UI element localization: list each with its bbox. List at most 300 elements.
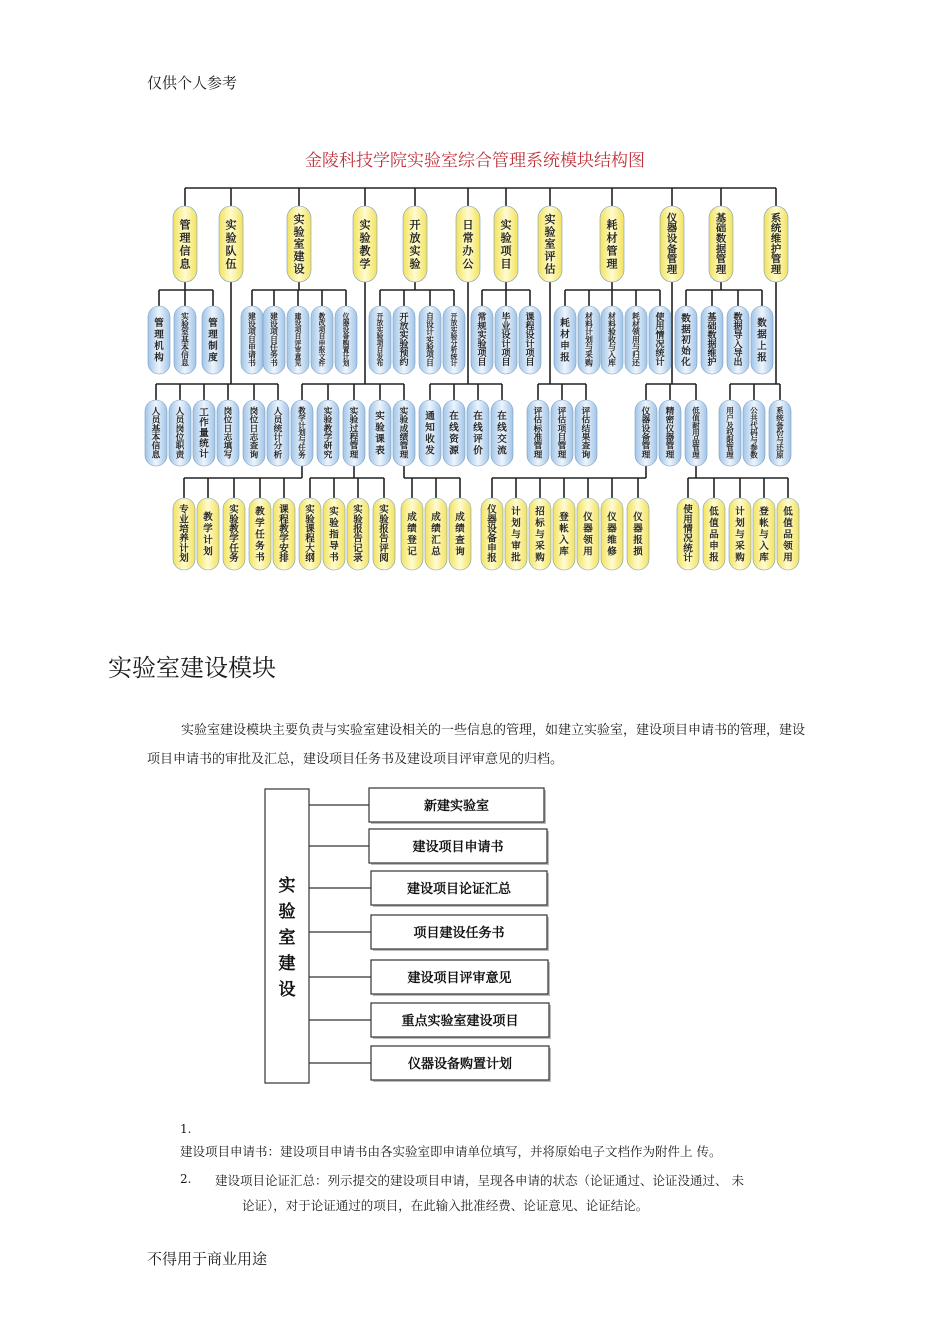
org-chart bbox=[140, 180, 800, 575]
svg-text:统: 统 bbox=[770, 222, 782, 235]
svg-text:始: 始 bbox=[681, 346, 691, 358]
svg-text:入: 入 bbox=[608, 350, 616, 360]
svg-text:础: 础 bbox=[715, 222, 727, 235]
svg-text:值: 值 bbox=[709, 517, 719, 529]
svg-text:验: 验 bbox=[229, 514, 239, 526]
level3-node-19 bbox=[635, 400, 657, 466]
svg-text:书: 书 bbox=[329, 552, 339, 564]
svg-text:位: 位 bbox=[175, 432, 185, 443]
root-label-char-3: 室 bbox=[278, 928, 296, 948]
svg-text:评: 评 bbox=[379, 543, 389, 555]
svg-text:采: 采 bbox=[735, 540, 745, 552]
svg-text:指: 指 bbox=[329, 529, 339, 541]
svg-text:验: 验 bbox=[450, 332, 458, 341]
svg-text:情: 情 bbox=[655, 331, 665, 342]
svg-text:验: 验 bbox=[426, 343, 434, 353]
svg-text:验: 验 bbox=[608, 327, 616, 337]
svg-text:仪: 仪 bbox=[665, 424, 675, 435]
svg-text:学: 学 bbox=[298, 413, 306, 423]
svg-text:志: 志 bbox=[223, 432, 233, 443]
svg-text:申: 申 bbox=[709, 540, 719, 552]
svg-text:审: 审 bbox=[511, 540, 521, 552]
svg-text:基: 基 bbox=[181, 335, 189, 345]
root-label-char-2: 验 bbox=[278, 902, 296, 922]
svg-text:课: 课 bbox=[375, 434, 385, 446]
svg-text:本: 本 bbox=[151, 432, 161, 443]
level2-node-5 bbox=[263, 306, 285, 374]
svg-text:数: 数 bbox=[757, 318, 767, 330]
level4-node-1 bbox=[173, 498, 195, 570]
level3-node-9 bbox=[343, 400, 365, 466]
svg-text:任: 任 bbox=[255, 529, 265, 541]
svg-text:库: 库 bbox=[759, 552, 769, 564]
svg-text:放: 放 bbox=[450, 319, 458, 328]
level4-node-19 bbox=[627, 498, 649, 570]
svg-text:低: 低 bbox=[692, 405, 700, 415]
level3-node-16 bbox=[527, 400, 549, 466]
svg-text:备: 备 bbox=[666, 243, 678, 256]
svg-text:理: 理 bbox=[349, 450, 359, 461]
svg-text:息: 息 bbox=[179, 257, 191, 271]
svg-text:情: 情 bbox=[683, 524, 693, 536]
svg-text:职: 职 bbox=[175, 441, 185, 452]
svg-text:分: 分 bbox=[450, 339, 458, 348]
svg-text:导: 导 bbox=[733, 349, 743, 360]
svg-text:流: 流 bbox=[497, 445, 507, 457]
top-module-4 bbox=[353, 206, 377, 282]
item-1-number: 1. bbox=[180, 1122, 192, 1136]
svg-text:仪: 仪 bbox=[633, 512, 643, 524]
svg-text:划: 划 bbox=[298, 428, 306, 438]
svg-text:文: 文 bbox=[318, 352, 326, 361]
svg-text:重点实验室建设项目: 重点实验室建设项目 bbox=[401, 1014, 519, 1029]
top-module-1 bbox=[173, 206, 197, 282]
svg-text:项: 项 bbox=[557, 424, 567, 435]
svg-text:学: 学 bbox=[203, 523, 213, 535]
svg-text:报: 报 bbox=[709, 552, 719, 564]
svg-text:归: 归 bbox=[632, 350, 640, 360]
svg-text:验: 验 bbox=[376, 332, 384, 341]
item-2-text bbox=[215, 1168, 815, 1218]
level3-node-11 bbox=[393, 400, 415, 466]
level2-node-7 bbox=[311, 306, 333, 374]
svg-text:报: 报 bbox=[379, 524, 389, 536]
svg-text:码: 码 bbox=[750, 428, 758, 438]
svg-text:培: 培 bbox=[179, 524, 189, 536]
svg-text:还: 还 bbox=[776, 443, 784, 453]
svg-text:办: 办 bbox=[462, 244, 474, 258]
level2-node-20 bbox=[649, 306, 671, 374]
svg-text:开: 开 bbox=[399, 313, 409, 324]
svg-text:估: 估 bbox=[544, 262, 556, 276]
svg-text:管: 管 bbox=[641, 441, 651, 452]
svg-text:计: 计 bbox=[199, 448, 209, 460]
svg-text:器: 器 bbox=[607, 523, 617, 535]
svg-text:记: 记 bbox=[407, 546, 417, 558]
svg-text:实: 实 bbox=[500, 218, 512, 232]
svg-text:教: 教 bbox=[298, 405, 306, 415]
svg-text:公: 公 bbox=[462, 257, 474, 271]
svg-text:用: 用 bbox=[683, 514, 693, 526]
svg-text:标: 标 bbox=[535, 517, 545, 529]
level4-node-23 bbox=[753, 498, 775, 570]
svg-text:仪: 仪 bbox=[342, 312, 350, 321]
svg-text:学: 学 bbox=[255, 517, 265, 529]
svg-text:评: 评 bbox=[557, 406, 567, 417]
svg-text:管: 管 bbox=[726, 443, 734, 453]
svg-text:员: 员 bbox=[273, 415, 283, 426]
svg-text:实: 实 bbox=[379, 504, 389, 516]
svg-text:绩: 绩 bbox=[431, 523, 441, 535]
svg-text:设: 设 bbox=[525, 331, 535, 342]
svg-text:排: 排 bbox=[279, 553, 289, 565]
svg-text:室: 室 bbox=[544, 237, 556, 251]
svg-text:系: 系 bbox=[776, 405, 784, 415]
svg-text:划: 划 bbox=[203, 546, 213, 558]
svg-text:况: 况 bbox=[683, 533, 693, 545]
module-box-1 bbox=[369, 788, 546, 824]
level3-node-13 bbox=[443, 400, 465, 466]
svg-text:权: 权 bbox=[726, 428, 734, 438]
svg-text:设: 设 bbox=[487, 524, 497, 536]
svg-text:与: 与 bbox=[511, 529, 521, 541]
svg-text:人: 人 bbox=[175, 406, 185, 417]
svg-text:目: 目 bbox=[426, 358, 434, 368]
svg-text:批: 批 bbox=[511, 552, 521, 564]
svg-text:申: 申 bbox=[487, 543, 497, 555]
level3-node-1 bbox=[145, 400, 167, 466]
svg-text:还: 还 bbox=[632, 358, 640, 368]
level2-node-19 bbox=[625, 306, 647, 374]
svg-text:理: 理 bbox=[692, 450, 700, 460]
svg-text:查: 查 bbox=[455, 535, 465, 547]
svg-text:务: 务 bbox=[229, 553, 239, 565]
svg-text:备: 备 bbox=[641, 432, 651, 443]
svg-text:查: 查 bbox=[249, 441, 259, 452]
svg-text:课: 课 bbox=[279, 504, 289, 516]
svg-text:器: 器 bbox=[641, 415, 651, 426]
svg-text:耗: 耗 bbox=[632, 312, 640, 322]
svg-text:教: 教 bbox=[318, 312, 326, 321]
svg-text:自: 自 bbox=[426, 312, 434, 322]
svg-text:验: 验 bbox=[353, 514, 363, 526]
svg-text:实: 实 bbox=[181, 312, 189, 322]
svg-text:采: 采 bbox=[535, 540, 545, 552]
svg-text:告: 告 bbox=[353, 533, 363, 545]
svg-text:设: 设 bbox=[641, 424, 651, 435]
svg-text:设: 设 bbox=[294, 319, 302, 328]
svg-text:品: 品 bbox=[709, 529, 719, 541]
svg-text:日: 日 bbox=[462, 218, 474, 232]
level2-node-14 bbox=[495, 306, 517, 374]
svg-text:库: 库 bbox=[559, 546, 569, 558]
svg-text:预: 预 bbox=[399, 349, 409, 360]
svg-text:设: 设 bbox=[293, 262, 305, 276]
svg-text:日: 日 bbox=[249, 424, 259, 435]
svg-text:实: 实 bbox=[329, 506, 339, 518]
svg-text:导: 导 bbox=[733, 331, 743, 342]
level3-node-15 bbox=[491, 400, 513, 466]
svg-text:管: 管 bbox=[666, 253, 678, 266]
svg-text:低: 低 bbox=[709, 506, 719, 518]
level4-node-13 bbox=[481, 498, 503, 570]
svg-text:计: 计 bbox=[735, 506, 745, 518]
svg-text:统: 统 bbox=[655, 349, 665, 360]
level4-node-21 bbox=[703, 498, 725, 570]
svg-text:据: 据 bbox=[681, 324, 691, 336]
svg-text:实: 实 bbox=[225, 218, 237, 232]
level2-node-22 bbox=[701, 306, 723, 374]
svg-text:与: 与 bbox=[535, 529, 545, 541]
svg-text:理: 理 bbox=[179, 231, 191, 245]
svg-text:领: 领 bbox=[783, 540, 793, 552]
svg-text:用: 用 bbox=[655, 322, 665, 333]
svg-text:申: 申 bbox=[318, 339, 326, 348]
svg-text:管: 管 bbox=[606, 244, 618, 258]
svg-text:程: 程 bbox=[525, 322, 535, 333]
root-label-char-5: 设 bbox=[278, 980, 296, 1000]
level4-node-20 bbox=[677, 498, 699, 570]
svg-text:器: 器 bbox=[583, 523, 593, 535]
level2-node-4 bbox=[241, 306, 263, 374]
svg-text:数: 数 bbox=[750, 450, 758, 460]
svg-text:常: 常 bbox=[477, 313, 487, 324]
svg-text:项: 项 bbox=[525, 349, 535, 360]
svg-text:息: 息 bbox=[181, 358, 189, 368]
svg-text:在: 在 bbox=[449, 411, 459, 423]
svg-text:实: 实 bbox=[293, 212, 305, 226]
svg-text:管: 管 bbox=[715, 253, 727, 266]
svg-text:验: 验 bbox=[375, 422, 385, 434]
svg-text:系: 系 bbox=[770, 212, 782, 225]
svg-text:计: 计 bbox=[525, 340, 535, 351]
section-heading: 实验室建设模块 bbox=[108, 654, 276, 682]
svg-text:划: 划 bbox=[342, 359, 350, 368]
svg-text:计: 计 bbox=[273, 432, 283, 443]
svg-text:源: 源 bbox=[449, 445, 459, 457]
svg-text:出: 出 bbox=[733, 358, 743, 369]
svg-text:任: 任 bbox=[229, 543, 239, 555]
svg-text:目: 目 bbox=[501, 358, 511, 369]
level4-node-3 bbox=[223, 498, 245, 570]
svg-text:课: 课 bbox=[305, 524, 315, 536]
level2-node-6 bbox=[287, 306, 309, 374]
svg-text:书: 书 bbox=[270, 358, 278, 368]
svg-text:实: 实 bbox=[409, 244, 421, 258]
level2-node-9 bbox=[369, 306, 391, 374]
svg-text:验: 验 bbox=[293, 225, 305, 239]
svg-text:数: 数 bbox=[733, 313, 743, 324]
level3-node-2 bbox=[169, 400, 191, 466]
svg-text:用: 用 bbox=[583, 546, 593, 558]
svg-text:实: 实 bbox=[544, 212, 556, 226]
svg-text:修: 修 bbox=[607, 546, 617, 558]
svg-text:询: 询 bbox=[249, 450, 259, 461]
svg-text:项: 项 bbox=[318, 325, 326, 334]
svg-text:计: 计 bbox=[501, 340, 511, 351]
svg-text:汇: 汇 bbox=[431, 535, 441, 547]
svg-text:目: 目 bbox=[248, 335, 256, 345]
svg-text:务: 务 bbox=[298, 450, 306, 460]
svg-text:理: 理 bbox=[715, 263, 727, 276]
svg-text:仪: 仪 bbox=[583, 512, 593, 524]
svg-text:基: 基 bbox=[151, 424, 161, 435]
svg-text:验: 验 bbox=[359, 231, 371, 245]
level2-node-12 bbox=[443, 306, 465, 374]
svg-text:共: 共 bbox=[750, 413, 758, 423]
svg-text:实: 实 bbox=[477, 331, 487, 342]
svg-text:项: 项 bbox=[376, 339, 384, 348]
svg-text:管: 管 bbox=[665, 441, 675, 452]
level3-node-5 bbox=[243, 400, 265, 466]
svg-text:代: 代 bbox=[750, 420, 758, 430]
module-box-4 bbox=[371, 915, 549, 951]
svg-text:建设项目论证汇总: 建设项目论证汇总 bbox=[406, 882, 512, 897]
svg-text:化: 化 bbox=[681, 356, 691, 368]
svg-text:材: 材 bbox=[585, 312, 593, 322]
svg-text:评: 评 bbox=[294, 339, 302, 348]
svg-text:项: 项 bbox=[294, 325, 302, 334]
level2-node-24 bbox=[751, 306, 773, 374]
svg-text:课: 课 bbox=[525, 313, 535, 324]
svg-text:评: 评 bbox=[473, 434, 483, 446]
level3-node-14 bbox=[467, 400, 489, 466]
svg-text:纲: 纲 bbox=[305, 553, 315, 565]
svg-text:验: 验 bbox=[399, 340, 409, 351]
svg-text:开: 开 bbox=[450, 312, 458, 321]
svg-text:验: 验 bbox=[349, 415, 359, 426]
svg-text:学: 学 bbox=[229, 533, 239, 545]
svg-text:设: 设 bbox=[426, 319, 434, 329]
svg-text:础: 础 bbox=[707, 322, 717, 333]
svg-text:参: 参 bbox=[750, 443, 758, 453]
svg-text:维: 维 bbox=[607, 535, 617, 547]
svg-text:划: 划 bbox=[179, 553, 189, 565]
svg-text:员: 员 bbox=[151, 415, 161, 426]
svg-text:耗: 耗 bbox=[560, 318, 570, 330]
svg-text:与: 与 bbox=[759, 529, 769, 541]
svg-text:理: 理 bbox=[641, 450, 651, 461]
svg-text:线: 线 bbox=[449, 422, 459, 434]
level4-node-2 bbox=[197, 498, 219, 570]
level3-node-20 bbox=[659, 400, 681, 466]
svg-text:安: 安 bbox=[279, 543, 289, 555]
org-chart-title: 金陵科技学院实验室综合管理系统模块结构图 bbox=[305, 151, 645, 171]
svg-text:上: 上 bbox=[757, 341, 767, 353]
svg-text:目: 目 bbox=[294, 332, 302, 341]
svg-text:数: 数 bbox=[707, 331, 717, 342]
level4-node-6 bbox=[299, 498, 321, 570]
svg-text:项: 项 bbox=[500, 244, 512, 258]
svg-text:准: 准 bbox=[533, 432, 543, 443]
svg-text:理: 理 bbox=[770, 263, 782, 276]
svg-text:报: 报 bbox=[487, 553, 497, 565]
svg-text:收: 收 bbox=[425, 434, 435, 446]
svg-text:材: 材 bbox=[632, 319, 640, 329]
svg-text:管: 管 bbox=[208, 318, 218, 330]
svg-text:项: 项 bbox=[477, 349, 487, 360]
level3-node-12 bbox=[419, 400, 441, 466]
svg-text:信: 信 bbox=[179, 244, 191, 258]
svg-text:管: 管 bbox=[557, 441, 567, 452]
svg-text:见: 见 bbox=[294, 359, 302, 368]
svg-text:教: 教 bbox=[203, 512, 213, 524]
svg-text:阅: 阅 bbox=[379, 553, 389, 565]
svg-text:帐: 帐 bbox=[559, 523, 569, 535]
svg-text:据: 据 bbox=[715, 243, 727, 256]
svg-text:度: 度 bbox=[208, 352, 218, 364]
top-module-10 bbox=[660, 206, 684, 282]
svg-text:项: 项 bbox=[426, 350, 434, 360]
svg-text:估: 估 bbox=[533, 415, 543, 426]
svg-text:值: 值 bbox=[783, 517, 793, 529]
svg-text:程: 程 bbox=[305, 533, 315, 545]
svg-text:备: 备 bbox=[487, 533, 497, 545]
svg-text:值: 值 bbox=[692, 413, 700, 423]
level4-node-16 bbox=[553, 498, 575, 570]
svg-text:帐: 帐 bbox=[759, 517, 769, 529]
level4-node-9 bbox=[373, 498, 395, 570]
svg-text:教: 教 bbox=[359, 244, 371, 258]
svg-text:数: 数 bbox=[681, 313, 691, 325]
svg-text:计: 计 bbox=[683, 553, 693, 565]
svg-text:分: 分 bbox=[273, 441, 283, 452]
svg-text:损: 损 bbox=[633, 546, 643, 558]
svg-text:岗: 岗 bbox=[223, 406, 233, 417]
level4-node-8 bbox=[347, 498, 369, 570]
svg-text:验: 验 bbox=[399, 415, 409, 426]
level4-node-15 bbox=[529, 498, 551, 570]
svg-text:份: 份 bbox=[776, 428, 784, 438]
svg-text:过: 过 bbox=[349, 424, 359, 435]
svg-text:表: 表 bbox=[375, 445, 385, 457]
svg-text:计: 计 bbox=[511, 506, 521, 518]
svg-text:理: 理 bbox=[666, 263, 678, 276]
svg-text:登: 登 bbox=[407, 535, 417, 547]
svg-text:布: 布 bbox=[376, 359, 384, 368]
svg-text:与: 与 bbox=[632, 343, 640, 353]
svg-text:理: 理 bbox=[154, 329, 164, 341]
svg-text:学: 学 bbox=[359, 257, 371, 271]
svg-text:志: 志 bbox=[249, 432, 259, 443]
level2-node-18 bbox=[601, 306, 623, 374]
svg-text:备: 备 bbox=[776, 420, 784, 430]
svg-text:器: 器 bbox=[342, 319, 350, 328]
svg-text:量: 量 bbox=[199, 428, 209, 440]
svg-text:务: 务 bbox=[255, 540, 265, 552]
svg-text:登: 登 bbox=[559, 512, 569, 524]
level3-node-6 bbox=[267, 400, 289, 466]
svg-text:验: 验 bbox=[409, 257, 421, 271]
svg-text:绩: 绩 bbox=[455, 523, 465, 535]
level3-node-22 bbox=[719, 400, 741, 466]
svg-text:专: 专 bbox=[179, 504, 189, 516]
module-box-6 bbox=[371, 1003, 551, 1039]
svg-text:精: 精 bbox=[665, 406, 675, 417]
level3-node-21 bbox=[685, 400, 707, 466]
svg-text:估: 估 bbox=[581, 415, 591, 426]
svg-text:理: 理 bbox=[606, 257, 618, 271]
svg-text:书: 书 bbox=[255, 552, 265, 564]
svg-text:工: 工 bbox=[199, 407, 209, 419]
level3-node-18 bbox=[575, 400, 597, 466]
level2-node-11 bbox=[419, 306, 441, 374]
svg-text:材: 材 bbox=[608, 312, 616, 322]
svg-text:设: 设 bbox=[342, 325, 350, 334]
level4-node-18 bbox=[601, 498, 623, 570]
svg-text:人: 人 bbox=[273, 406, 283, 417]
svg-text:器: 器 bbox=[666, 222, 678, 235]
